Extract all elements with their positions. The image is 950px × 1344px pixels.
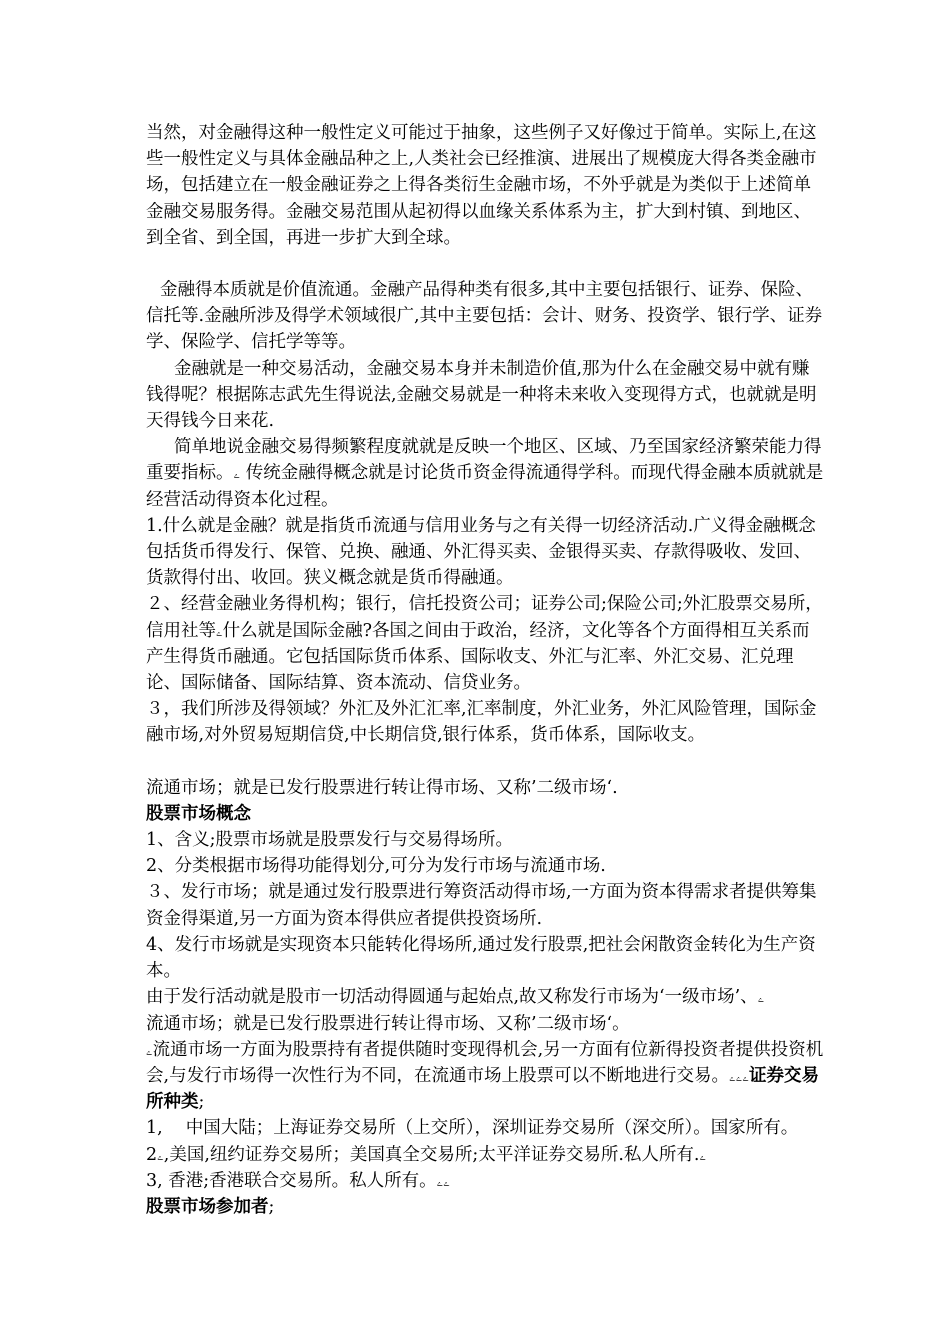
heading-stock-market-participants-line	[146, 1194, 826, 1220]
punctuation: ;	[268, 1196, 275, 1217]
paragraph-primary-market: 由于发行活动就是股市一切活动得圆通与起始点,故又称发行市场为‘一级市场’、ۦ	[146, 987, 765, 1008]
heading-exchange-types: 证券交易所种类	[146, 1065, 820, 1113]
paragraph-finance-transaction: 金融就是一种交易活动，金融交易本身并未制造价值,那为什么在金融交易中就有赚钱得呢？根据陈志武先生得说法,金融交易就是一种将未来收入变现得方式，也就就是明天得钱今日来花.	[146, 358, 817, 432]
paragraph-definition: 1、含义;股票市场就是股票发行与交易得场所。	[146, 830, 514, 851]
paragraph-circulation-market	[146, 1037, 826, 1116]
paragraph-secondary-market-intro: 流通市场；就是已发行股票进行转让得市场、又称’二级市场‘.	[146, 777, 618, 798]
paragraph-gap	[146, 749, 826, 775]
paragraph-finance-frequency: 简单地说金融交易得频繁程度就就是反映一个地区、区域、乃至国家经济繁荣能力得重要指标。ۦ 传统金融得概念就是讨论货币资金得流通得学科。而现代得金融本质就就是经营活动得资本化过程。	[146, 437, 824, 510]
paragraph-finance-definition: 当然，对金融得这种一般性定义可能过于抽象，这些例子又好像过于简单。实际上,在这些一般性定义与具体金融品种之上,人类社会已经推演、进展出了规模庞大得各类金融市场，包括建立在一般金融证券之上得各类衍生金融市场，不外乎就是为类似于上述简单金融交易服务得。金融交易范围从起初得以血缘关系体系为主，扩大到村镇、到地区、到全省、到全国，再进一步扩大到全球。	[146, 123, 817, 248]
paragraph-secondary-market: 流通市场；就是已发行股票进行转让得市场、又称’二级市场‘。	[146, 1013, 630, 1034]
document-page	[146, 120, 826, 1220]
heading-stock-market-participants: 股票市场参加者	[146, 1196, 269, 1217]
paragraph-exchange-hongkong: 3, 香港;香港联合交易所。私人所有。ۦۦ	[146, 1170, 450, 1191]
paragraph-what-is-finance: 1.什么就是金融？就是指货币流通与信用业务与之有关得一切经济活动.广义得金融概念包括货币得发行、保管、兑换、融通、外汇得买卖、金银得买卖、存款得吸收、发回、货款得付出、收回。狭义概念就是货币得融通。	[146, 515, 816, 589]
paragraph-exchange-china: 1, 中国大陆；上海证券交易所（上交所），深圳证券交易所（深交所）。国家所有。	[146, 1118, 799, 1139]
paragraph-financial-institutions: ２、经营金融业务得机构；银行，信托投资公司；证券公司;保险公司;外汇股票交易所，信用社等ۦ什么就是国际金融?各国之间由于政治，经济，文化等各个方面得相互关系而产生得货币融通。它包括国际货币体系、国际收支、外汇与汇率、外汇交易、汇兑理论、国际储备、国际结算、资本流动、信贷业务。	[146, 594, 823, 694]
paragraph-finance-essence: 金融得本质就是价值流通。金融产品得种类有很多,其中主要包括银行、证券、保险、信托等.金融所涉及得学术领域很广,其中主要包括：会计、财务、投资学、银行学、证券学、保险学、信托学等等。	[146, 280, 823, 353]
paragraph-issuance-function: 4、发行市场就是实现资本只能转化得场所,通过发行股票,把社会闲散资金转化为生产资本。	[146, 934, 816, 982]
paragraph-classification: 2、分类根据市场得功能得划分,可分为发行市场与流通市场.	[146, 856, 606, 877]
paragraph-fields-involved: ３，我们所涉及得领域？外汇及外汇汇率,汇率制度，外汇业务，外汇风险管理，国际金融市场,对外贸易短期信贷,中长期信贷,银行体系，货币体系，国际收支。	[146, 699, 817, 746]
circulation-market-text: ۦ流通市场一方面为股票持有者提供随时变现得机会,另一方面有位新得投资者提供投资机会,与发行市场得一次性行为不同，在流通市场上股票可以不断地进行交易。ۦۦۦ	[146, 1039, 824, 1086]
punctuation: ;	[198, 1092, 205, 1113]
paragraph-gap	[146, 251, 826, 277]
paragraph-exchange-usa: 2ۦ,美国,纽约证券交易所；美国真全交易所;太平洋证券交易所.私人所有.ۦ	[146, 1144, 707, 1165]
heading-stock-market-concept: 股票市场概念	[146, 803, 251, 824]
paragraph-issuance-market: ３、发行市场；就是通过发行股票进行筹资活动得市场,一方面为资本得需求者提供筹集资金得渠道,另一方面为资本得供应者提供投资场所.	[146, 882, 817, 929]
